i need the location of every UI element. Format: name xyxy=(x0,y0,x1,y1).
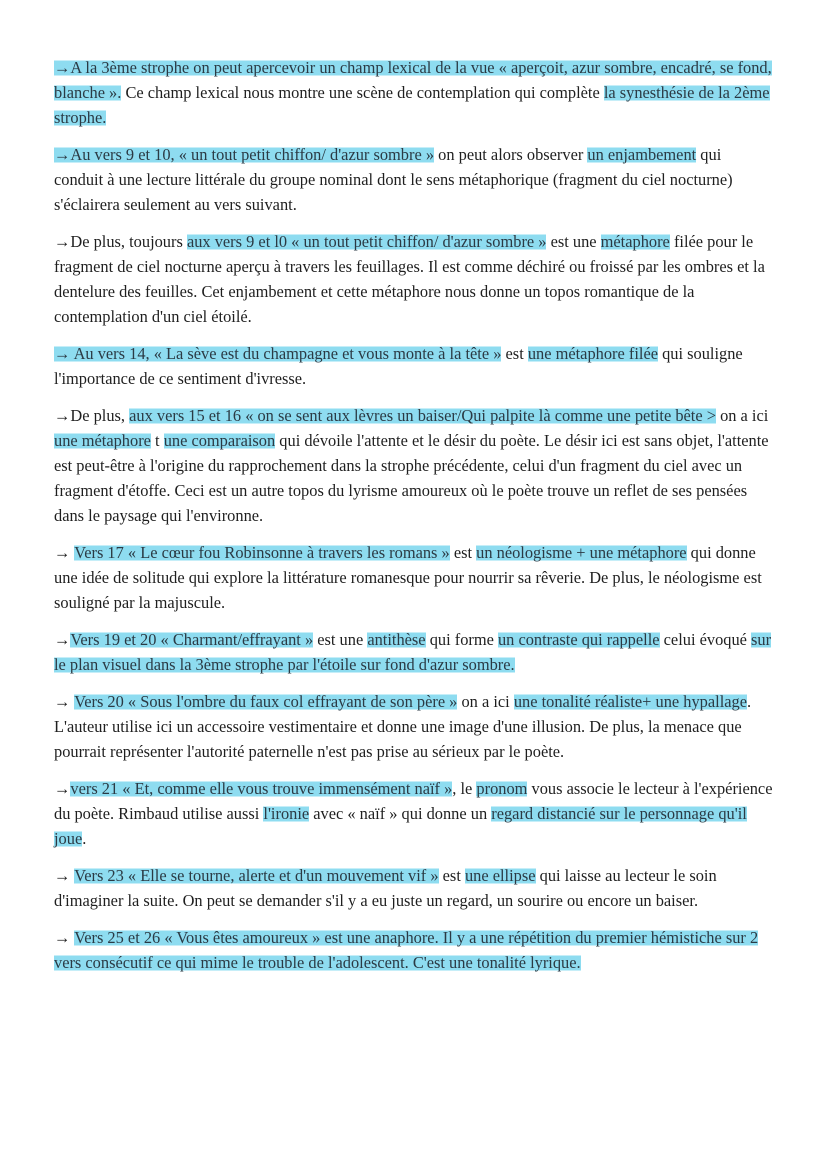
paragraph-7 xyxy=(54,627,774,677)
paragraph-11 xyxy=(54,925,774,975)
highlighted-text: antithèse xyxy=(367,630,426,649)
text-segment: qui dévoile l'attente et le désir du poète. Le désir ici est sans objet, l'attente est peut-être à l'origine du rapprochement dans la strophe précédente, celui d'un fragment du ciel avec un fragment d'étoffe. Ceci est un autre topos du lyrisme amoureux où le poète trouve un reflet de ses pensées dans le paysage qui l'environne. xyxy=(54,431,769,525)
text-segment: on a ici xyxy=(457,692,514,711)
highlighted-text: Vers 25 et 26 « Vous êtes amoureux » est une anaphore. Il y a une répétition du premier hémistiche sur 2 vers consécutif ce qui mime le trouble de l'adolescent. C'est une tonalité lyrique. xyxy=(54,928,759,972)
highlighted-text: une ellipse xyxy=(464,866,536,885)
text-segment: → xyxy=(54,779,71,798)
highlighted-text: Vers 19 et 20 « Charmant/effrayant » xyxy=(70,630,314,649)
paragraph-6 xyxy=(54,540,774,615)
document-page xyxy=(54,55,774,987)
text-segment: est une xyxy=(313,630,368,649)
text-segment: avec « naïf » qui donne un xyxy=(309,804,492,823)
text-segment: → xyxy=(54,866,75,885)
text-segment: est xyxy=(438,866,465,885)
paragraph-5 xyxy=(54,403,774,528)
highlighted-text: métaphore xyxy=(600,232,670,251)
text-segment: qui donne une idée de solitude qui explore la littérature romanesque pour nourrir sa rêverie. De plus, le néologisme est souligné par la majuscule. xyxy=(54,543,762,612)
text-segment: filée pour le fragment de ciel nocturne aperçu à travers les feuillages. Il est comme déchiré ou froissé par les ombres et la dentelure des feuilles. Cet enjambement et cette métaphore nous donne un topos romantique de la contemplation d'un ciel étoilé. xyxy=(54,232,765,326)
text-segment: qui forme xyxy=(425,630,498,649)
highlighted-text: Vers 17 « Le cœur fou Robinsonne à travers les romans » xyxy=(74,543,450,562)
text-segment: → xyxy=(54,692,75,711)
highlighted-text: un néologisme + une métaphore xyxy=(476,543,687,562)
text-segment: celui évoqué xyxy=(659,630,752,649)
highlighted-text: une tonalité réaliste+ une hypallage xyxy=(513,692,748,711)
highlighted-text: une comparaison xyxy=(163,431,276,450)
highlighted-text: →Au vers 9 et 10, « un tout petit chiffon/ d'azur sombre » xyxy=(54,145,435,164)
highlighted-text: aux vers 15 et 16 « on se sent aux lèvres un baiser/Qui palpite là comme une petite bête > xyxy=(129,406,716,425)
text-segment: . L'auteur utilise ici un accessoire vestimentaire et donne une image d'une illusion. De plus, la menace que pourrait représenter l'autorité paternelle n'est pas prise au sérieux par le poète. xyxy=(54,692,752,761)
paragraph-3 xyxy=(54,229,774,329)
text-segment: on peut alors observer xyxy=(434,145,588,164)
highlighted-text: Vers 23 « Elle se tourne, alerte et d'un mouvement vif » xyxy=(74,866,439,885)
text-segment: → xyxy=(54,543,75,562)
paragraph-9 xyxy=(54,776,774,851)
text-segment: . xyxy=(82,829,87,848)
highlighted-text: un contraste qui rappelle xyxy=(497,630,660,649)
text-segment: qui souligne l'importance de ce sentiment d'ivresse. xyxy=(54,344,743,388)
text-segment: on a ici xyxy=(715,406,769,425)
text-segment: → xyxy=(54,630,71,649)
text-segment: , le xyxy=(452,779,477,798)
highlighted-text: vers 21 « Et, comme elle vous trouve immensément naïf » xyxy=(70,779,453,798)
text-segment: est xyxy=(501,344,528,363)
text-segment: →De plus, toujours xyxy=(54,232,187,251)
text-segment: → xyxy=(54,928,75,947)
highlighted-text: une métaphore filée xyxy=(527,344,658,363)
highlighted-text: l'ironie xyxy=(263,804,310,823)
paragraph-1 xyxy=(54,55,774,130)
highlighted-text: → Au vers 14, « La sève est du champagne et vous monte à la tête » xyxy=(54,344,502,363)
text-segment: qui conduit à une lecture littérale du groupe nominal dont le sens métaphorique (fragment du ciel nocturne) s'éclairera seulement au vers suivant. xyxy=(54,145,733,214)
text-segment: Ce champ lexical nous montre une scène de contemplation qui complète xyxy=(121,83,604,102)
highlighted-text: sur le plan visuel dans la 3ème strophe par l'étoile sur fond d'azur sombre. xyxy=(54,630,772,674)
highlighted-text: regard distancié sur le personnage qu'il joue xyxy=(54,804,747,848)
text-segment: vous associe le lecteur à l'expérience du poète. Rimbaud utilise aussi xyxy=(54,779,773,823)
highlighted-text: aux vers 9 et l0 « un tout petit chiffon/ d'azur sombre » xyxy=(186,232,547,251)
paragraph-2 xyxy=(54,142,774,217)
highlighted-text: Vers 20 « Sous l'ombre du faux col effrayant de son père » xyxy=(74,692,458,711)
text-segment: est une xyxy=(546,232,601,251)
highlighted-text: la synesthésie de la 2ème strophe. xyxy=(54,83,770,127)
text-segment: est xyxy=(449,543,477,562)
text-segment: →De plus, xyxy=(54,406,130,425)
highlighted-text: une métaphore xyxy=(54,431,151,450)
highlighted-text: →A la 3ème strophe on peut apercevoir un champ lexical de la vue « aperçoit, azur sombre, encadré, se fond, blanche ». xyxy=(54,58,772,102)
paragraph-8 xyxy=(54,689,774,764)
highlighted-text: pronom xyxy=(476,779,528,798)
text-segment: qui laisse au lecteur le soin d'imaginer la suite. On peut se demander s'il y a eu juste un regard, un sourire ou encore un baiser. xyxy=(54,866,717,910)
paragraph-10 xyxy=(54,863,774,913)
paragraph-4 xyxy=(54,341,774,391)
text-segment: t xyxy=(150,431,164,450)
highlighted-text: un enjambement xyxy=(587,145,697,164)
